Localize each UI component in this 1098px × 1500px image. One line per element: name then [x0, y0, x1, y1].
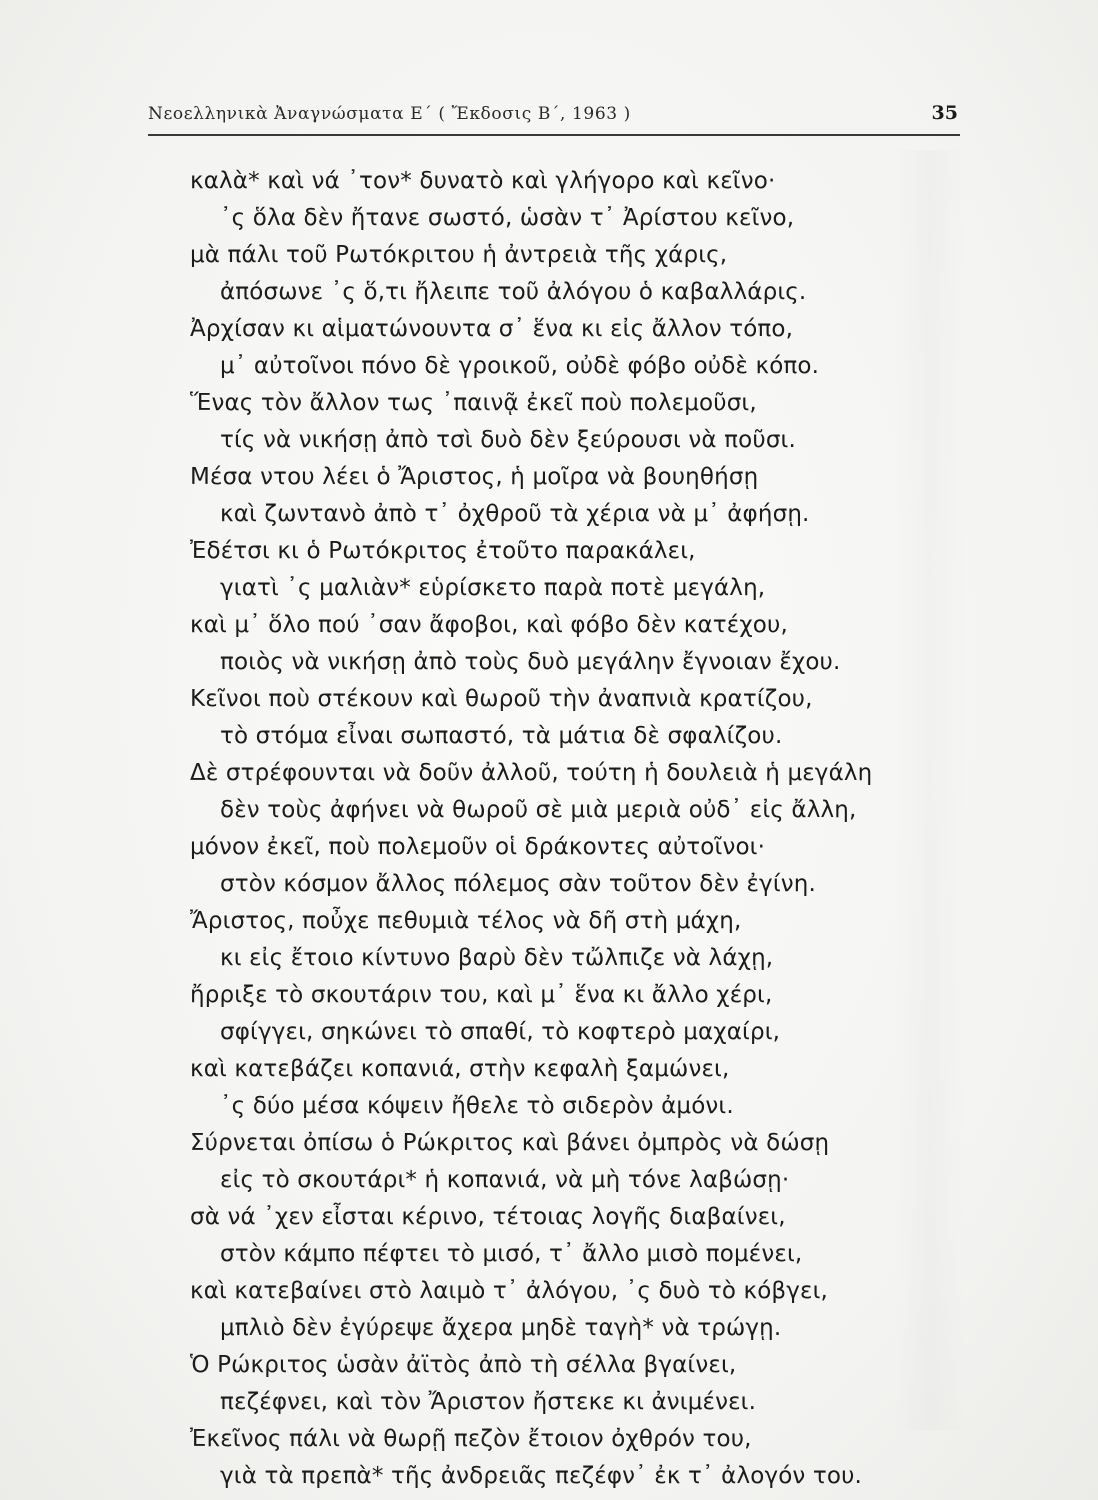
poem-line: Ὁ Ρώκριτος ὡσὰν ἀϊτὸς ἀπὸ τὴ σέλλα βγαίνει, [190, 1352, 737, 1378]
poem-line: Ἄριστος, ποὖχε πεθυμιὰ τέλος νὰ δῆ στὴ μάχη, [190, 908, 742, 934]
poem-line: τίς νὰ νικήσῃ ἀπὸ τσὶ δυὸ δὲν ξεύρουσι νὰ ποῦσι. [220, 427, 796, 453]
poem-line: Ἐκεῖνος πάλι νὰ θωρῇ πεζὸν ἔτοιον ὀχθρόν του, [190, 1426, 752, 1452]
poem-line: δὲν τοὺς ἀφήνει νὰ θωροῦ σὲ μιὰ μεριὰ οὐδ᾿ εἰς ἄλλη, [220, 797, 857, 823]
poem-line: Ἀρχίσαν κι αἱματώνουντα σ᾿ ἕνα κι εἰς ἄλλον τόπο, [190, 316, 794, 342]
poem-line: Σύρνεται ὀπίσω ὁ Ρώκριτος καὶ βάνει ὀμπρὸς νὰ δώσῃ [190, 1130, 830, 1156]
poem-line: ᾿ς δύο μέσα κόψειν ἤθελε τὸ σιδερὸν ἀμόνι. [220, 1093, 734, 1119]
poem-line: μπλιὸ δὲν ἐγύρεψε ἄχερα μηδὲ ταγὴ* νὰ τρώγῃ. [220, 1315, 782, 1341]
poem-line: καὶ κατεβάζει κοπανιά, στὴν κεφαλὴ ξαμώνει, [190, 1056, 730, 1082]
poem-line: Ἐδέτσι κι ὁ Ρωτόκριτος ἐτοῦτο παρακάλει, [190, 538, 696, 564]
poem-line: καὶ ζωντανὸ ἀπὸ τ᾿ ὀχθροῦ τὰ χέρια νὰ μ᾿ ἀφήσῃ. [220, 501, 810, 527]
header-title: Νεοελληνικὰ Ἀναγνώσματα Ε΄ ( Ἔκδοσις Β΄, 1963 ) [148, 104, 631, 124]
poem-line: γιατὶ ᾿ς μαλιὰν* εὑρίσκετο παρὰ ποτὲ μεγάλη, [220, 575, 766, 601]
poem-line: καὶ κατεβαίνει στὸ λαιμὸ τ᾿ ἀλόγου, ᾿ς δυὸ τὸ κόβγει, [190, 1278, 828, 1304]
poem-line: Ἕνας τὸν ἄλλον τως ᾿παινᾷ ἐκεῖ ποὺ πολεμοῦσι, [190, 390, 757, 416]
poem-line: εἰς τὸ σκουτάρι* ἡ κοπανιά, νὰ μὴ τόνε λαβώσῃ· [220, 1167, 790, 1193]
poem-line: ποιὸς νὰ νικήσῃ ἀπὸ τοὺς δυὸ μεγάλην ἔγνοιαν ἔχου. [220, 649, 841, 675]
poem-line: μ᾿ αὐτοῖνοι πόνο δὲ γροικοῦ, οὐδὲ φόβο οὐδὲ κόπο. [220, 353, 820, 379]
poem-line: μὰ πάλι τοῦ Ρωτόκριτου ἡ ἀντρειὰ τῆς χάρις, [190, 242, 728, 268]
poem-line: πεζέφνει, καὶ τὸν Ἄριστον ἤστεκε κι ἀνιμένει. [220, 1389, 757, 1415]
poem-line: γιὰ τὰ πρεπὰ* τῆς ἀνδρειᾶς πεζέφν᾿ ἐκ τ᾿ ἀλογόν του. [220, 1463, 863, 1489]
poem-line: στὸν κάμπο πέφτει τὸ μισό, τ᾿ ἄλλο μισὸ πομένει, [220, 1241, 803, 1267]
poem-line: Μέσα ντου λέει ὁ Ἄριστος, ἡ μοῖρα νὰ βουηθήσῃ [190, 464, 759, 490]
page-number: 35 [931, 102, 958, 124]
poem-line: σφίγγει, σηκώνει τὸ σπαθί, τὸ κοφτερὸ μαχαίρι, [220, 1019, 781, 1045]
poem-line: τὸ στόμα εἶναι σωπαστό, τὰ μάτια δὲ σφαλίζου. [220, 723, 783, 749]
poem-line: καλὰ* καὶ νά ᾿τον* δυνατὸ καὶ γλήγορο καὶ κεῖνο· [190, 168, 776, 194]
poem-line: σὰ νά ᾿χεν εἶσται κέρινο, τέτοιας λογῆς διαβαίνει, [190, 1204, 786, 1230]
poem-line: ᾿ς ὅλα δὲν ἤτανε σωστό, ὡσὰν τ᾿ Ἀρίστου κεῖνο, [220, 205, 795, 231]
poem-line: κι εἰς ἔτοιο κίντυνο βαρὺ δὲν τὤλπιζε νὰ λάχῃ, [220, 945, 774, 971]
poem-line: στὸν κόσμον ἄλλος πόλεμος σὰν τοῦτον δὲν ἐγίνη. [220, 871, 816, 897]
poem-line: μόνον ἐκεῖ, ποὺ πολεμοῦν οἱ δράκοντες αὐτοῖνοι· [190, 834, 766, 860]
poem-line: ἤρριξε τὸ σκουτάριν του, καὶ μ᾿ ἕνα κι ἄλλο χέρι, [190, 982, 773, 1008]
header-rule [148, 134, 960, 136]
poem-line: Κεῖνοι ποὺ στέκουν καὶ θωροῦ τὴν ἀναπνιὰ κρατίζου, [190, 686, 813, 712]
paper-shadow [895, 150, 965, 1430]
running-header [148, 100, 960, 130]
poem-line: ἀπόσωνε ᾿ς ὅ,τι ἤλειπε τοῦ ἀλόγου ὁ καβαλλάρις. [220, 279, 807, 305]
poem-line: Δὲ στρέφουνται νὰ δοῦν ἀλλοῦ, τούτη ἡ δουλειὰ ἡ μεγάλη [190, 760, 873, 786]
poem-line: καὶ μ᾿ ὅλο πού ᾿σαν ἄφοβοι, καὶ φόβο δὲν κατέχου, [190, 612, 788, 638]
